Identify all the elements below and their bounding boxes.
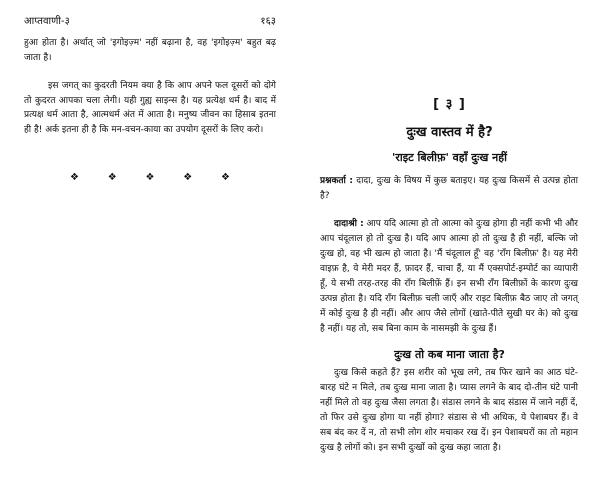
left-page-number: १६३ (260, 16, 276, 27)
left-running-head (24, 16, 276, 28)
continued-paragraph: हुआ होता है। अर्थात् जो 'इगोइज़्म' नहीं बढ़ाना है, वह 'इगोइज़्म' बहुत बढ़ जाता है। (24, 38, 276, 63)
section-divider-ornaments (70, 172, 230, 183)
chapter-title: दुःख वास्तव में है? (406, 125, 493, 140)
right-page (300, 0, 599, 484)
left-body (24, 36, 276, 149)
ornament-icon: ❖ (70, 172, 79, 183)
dadashri-label: दादाश्री : (334, 219, 364, 229)
question-text: दादा, दुःख के विषय में कुछ बताइए। यह दुःख किसमें से उत्पन्न होता है? (320, 176, 578, 201)
book-title: आप्तवाणी-३ (24, 16, 70, 27)
ornament-icon: ❖ (145, 172, 155, 183)
ornament-icon: ❖ (107, 172, 117, 183)
ornament-icon: ❖ (221, 172, 230, 183)
question-paragraph (320, 174, 578, 204)
section-heading-right-belief: 'राइट बिलीफ़' वहाँ दुःख नहीं (392, 151, 507, 164)
ornament-icon: ❖ (183, 172, 193, 183)
paragraph-nature-law: इस जगत् का कुदरती नियम क्या है कि आप अपने फल दूसरों को दोगे तो कुदरत आपका चला लेगी। यही गुह्य साइन्स है। यह प्रत्येक्ष धर्म है। बाद में प्रत्यक्ष धर्म आता है, आत्मधर्म अंत में आता है। मनुष्य जीवन का हिसाब इतना ही है! अर्क इतना ही है कि मन-वचन-काया का उपयोग दूसरों के लिए करो। (24, 81, 276, 135)
answer-text: आप यदि आत्मा हो तो आत्मा को दुःख होगा ही नहीं कभी भी और आप चंदूलाल हो तो दुःख है। यदि आप आत्मा हो तो दुःख है ही नहीं, बल्कि जो दुःख हो, वह भी खत्म हो जाता है। 'मैं चंदूलाल हूँ' वह 'रॉंग बिलीफ़' है। यह मेरी वाइफ़ है, ये मेरी मदर हैं, फ़ादर हैं, चाचा हैं, या मैं एक्सपोर्ट-इम्पोर्ट का व्यापारी हूँ, ये सभी तरह-तरह की रॉंग बिलीफ़ें हैं। इन सभी रॉंग बिलीफ़ों के कारण दुःख उत्पन्न होता है। यदि रॉंग बिलीफ़ चली जाएँ और राइट बिलीफ़ बैठ जाए तो जगत् में कोई दुःख है ही नहीं। और आप जैसे लोगों (खाते-पीते सुखी घर के) को दुःख है नहीं। यह तो, सब बिना काम के नासमझी के दुःख हैं। (320, 219, 578, 334)
section-heading-when-suffering: दुःख तो कब माना जाता है? (394, 348, 505, 361)
chapter-number: [ ३ ] (433, 97, 466, 112)
questioner-label: प्रश्नकर्ता : (320, 176, 354, 186)
suffering-text: दुःख किसे कहते हैं? इस शरीर को भूख लगे, तब फिर खाने का आठ घंटे-बारह घंटे न मिले, तब दुःख माना जाता है। प्यास लगने के बाद दो-तीन घंटे पानी नहीं मिले तो वह दुःख जैसा लगता है। संडास लगने के बाद संडास में जाने नहीं दें, तो फिर उसे दुःख होगा या नहीं होगा? संडास से भी अधिक, ये पेशाबघर हैं। वे सब बंद कर दें न, तो सभी लोग शोर मचाकर रख दें। इन पेशाबघरों का तो महान दुःख है लोगों को। इन सभी दुःखों को दुःख कहा जाता है। (320, 368, 578, 453)
answer-paragraph (320, 217, 578, 337)
suffering-paragraph (320, 366, 578, 456)
